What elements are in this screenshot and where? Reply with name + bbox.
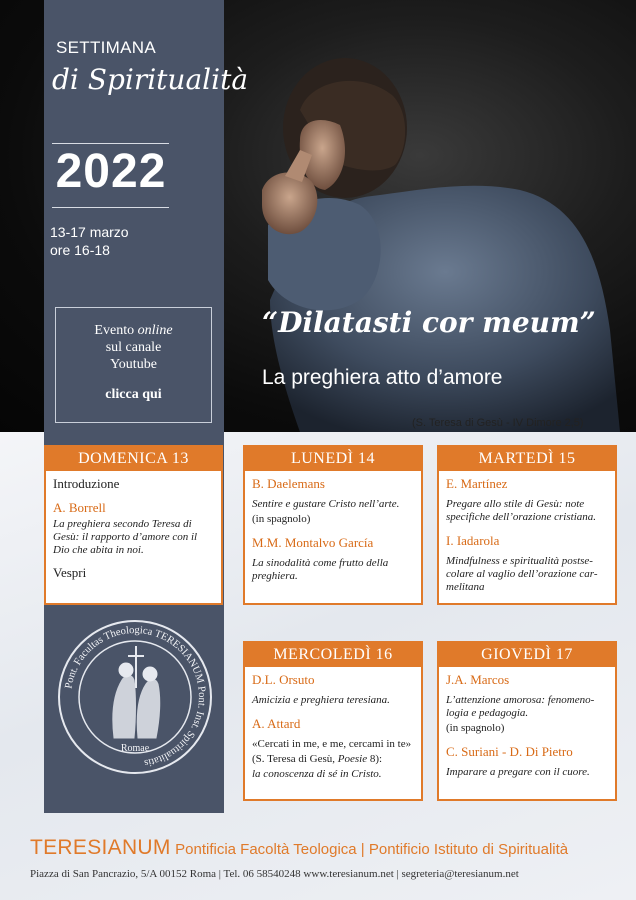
online-line1 — [56, 322, 211, 339]
day-header: MERCOLEDÌ 16 — [245, 643, 421, 667]
online-line3: Youtube — [110, 357, 157, 372]
event-year: 2022 — [55, 145, 167, 198]
speaker-name: I. Iadarola — [446, 533, 500, 548]
closing-label: Vespri — [53, 565, 87, 580]
kicker-settimana: SETTIMANA — [56, 38, 156, 57]
quote-source — [252, 753, 414, 766]
talk-note: (in spagnolo) — [252, 513, 311, 525]
day-body — [245, 471, 421, 587]
day-header: LUNEDÌ 14 — [245, 447, 421, 471]
footer-address: Piazza di San Pancrazio, 5/A 00152 Roma | Tel. 06 58540248 www.teresianum.net | segreteria@teresianum.net — [30, 868, 519, 880]
day-body — [439, 471, 615, 598]
talk-title: la conoscenza di sé in Cristo. — [252, 768, 382, 780]
talk-title: Sentire e gustare Cristo nell’arte. — [252, 498, 400, 510]
hours-line: ore 16-18 — [50, 242, 110, 258]
talk-note: (in spagnolo) — [446, 722, 505, 734]
talk-title: Pregare allo stile di Gesù: note specifiche dell’orazione cristiana. — [446, 498, 596, 523]
talk-title: Amicizia e preghiera teresiana. — [252, 694, 390, 706]
source-em: Poesie — [337, 753, 368, 765]
speaker-name: M.M. Montalvo García — [252, 535, 374, 550]
teresianum-seal-logo — [56, 618, 214, 776]
speaker-name: C. Suriani - D. Di Pietro — [446, 744, 573, 759]
subtitle: La preghiera atto d’amore — [262, 366, 503, 389]
day-header: MARTEDÌ 15 — [439, 447, 615, 471]
reference: (S. Teresa di Gesù - IV Dimore 2,5) — [412, 417, 584, 429]
brand-institutions: Pontificia Facoltà Teologica | Pontificio Istituto di Spiritualità — [175, 841, 569, 858]
online-em: online — [137, 323, 173, 338]
source-prefix: (S. Teresa di Gesù, — [252, 753, 338, 765]
talk-title: Mindfulness e spiritualità postse-colare al vaglio dell’orazione car-melitana — [446, 555, 598, 593]
speaker-name: E. Martínez — [446, 476, 508, 491]
script-title: di Spiritualità — [52, 63, 249, 96]
motto: “Dilatasti cor meum” — [262, 306, 596, 339]
day-card-thursday — [437, 641, 617, 801]
day-card-monday — [243, 445, 423, 605]
online-line2: sul canale — [105, 340, 162, 355]
day-header: DOMENICA 13 — [46, 447, 221, 471]
speaker-name: B. Daelemans — [252, 476, 325, 491]
day-card-sunday — [44, 445, 223, 605]
youtube-link[interactable]: clicca qui — [105, 387, 162, 402]
speaker-name: D.L. Orsuto — [252, 672, 315, 687]
day-body — [245, 667, 421, 785]
dates-line: 13-17 marzo — [50, 224, 129, 240]
online-event-box[interactable] — [55, 307, 212, 423]
talk-title: Imparare a pregare con il cuore. — [446, 766, 590, 778]
online-prefix: Evento — [94, 323, 138, 338]
seal-city: Romae — [120, 743, 150, 754]
talk-title: La sinodalità come frutto della preghiera. — [252, 557, 389, 582]
speaker-name: A. Borrell — [53, 500, 106, 515]
intro-label: Introduzione — [53, 476, 120, 491]
day-body — [439, 667, 615, 783]
day-body — [46, 471, 221, 585]
day-card-tuesday — [437, 445, 617, 605]
talk-title: L’attenzione amorosa: fenomeno-logia e pedagogia. — [446, 694, 595, 719]
event-dates — [50, 223, 129, 259]
footer-brand — [30, 836, 568, 860]
seal-ring-text: Pont. Facultas Theologica TERESIANUM Pont. Inst. Spiritualitatis — [63, 624, 208, 769]
talk-title: La preghiera secondo Teresa di Gesù: il rapporto d’amore con il Dio che abita in noi. — [53, 518, 198, 556]
speaker-name: J.A. Marcos — [446, 672, 510, 687]
source-suffix: 8): — [367, 753, 383, 765]
rule-bottom — [52, 207, 169, 208]
day-header: GIOVEDÌ 17 — [439, 643, 615, 667]
brand-name: TERESIANUM — [30, 836, 171, 859]
talk-quote: «Cercati in me, e me, cercami in te» — [252, 738, 412, 750]
speaker-name: A. Attard — [252, 716, 301, 731]
day-card-wednesday — [243, 641, 423, 801]
